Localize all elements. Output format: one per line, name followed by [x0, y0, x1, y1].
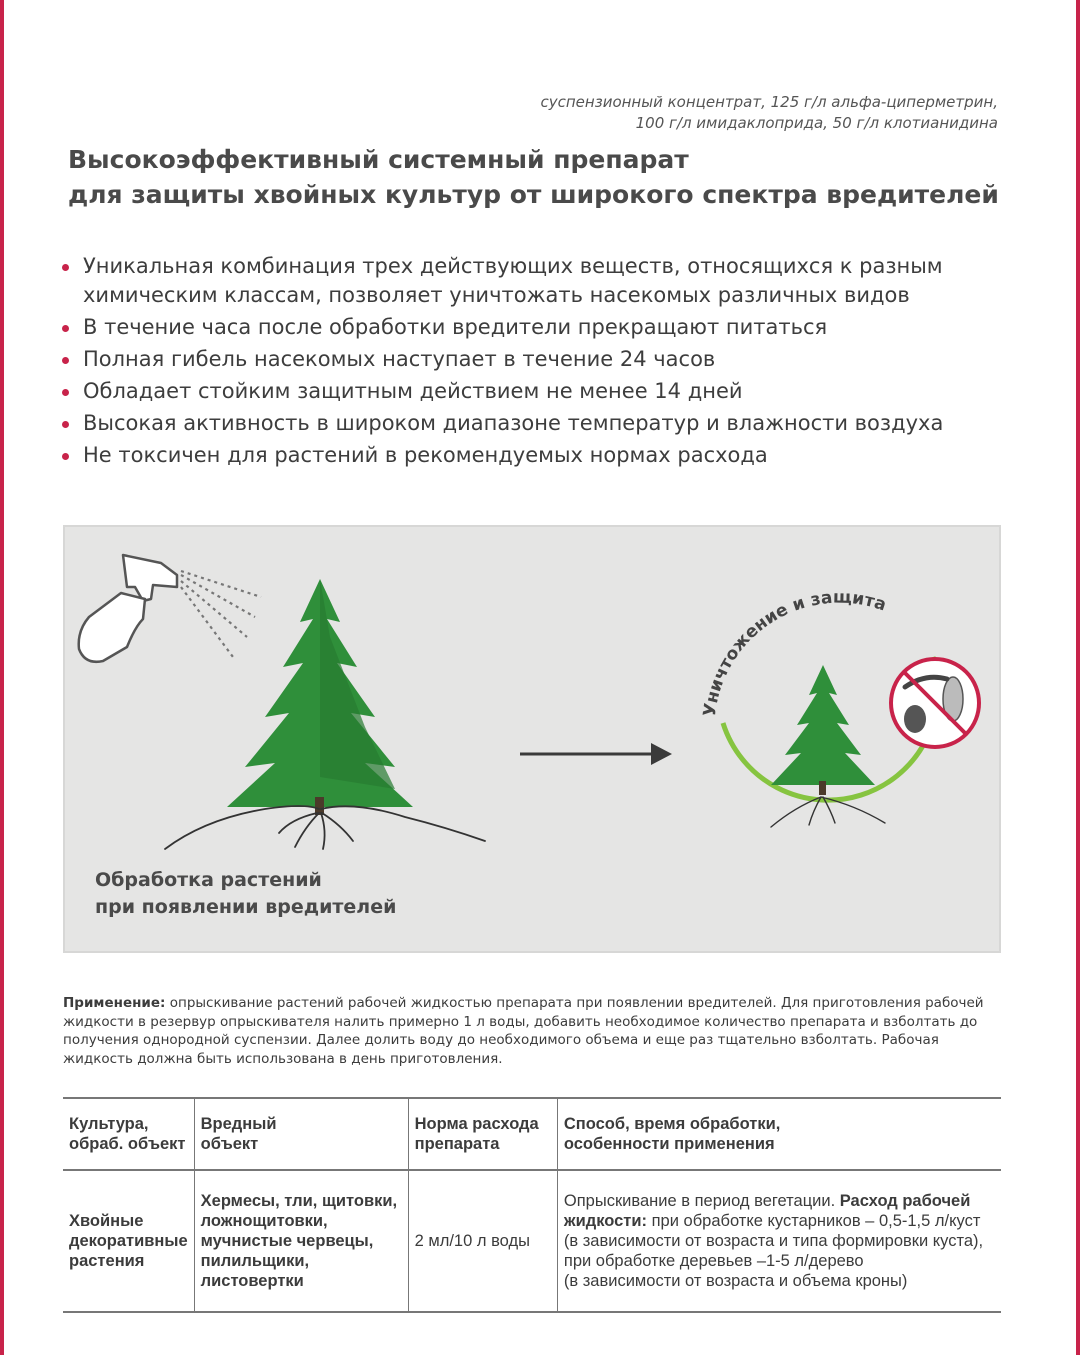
header-crop: Культура, обраб. объект [63, 1098, 194, 1170]
benefit-text: Уникальная комбинация трех действующих веществ, относящихся к разным [83, 254, 943, 278]
benefit-item [62, 377, 1022, 406]
benefit-text: Высокая активность в широком диапазоне температур и влажности воздуха [83, 411, 944, 435]
table-row [63, 1170, 1001, 1312]
bullet-dot-icon [62, 325, 69, 332]
page-headline [68, 142, 999, 212]
composition-line-1: суспензионный концентрат, 125 г/л альфа-циперметрин, [540, 93, 998, 111]
benefit-text-cont: химическим классам, позволяет уничтожать насекомых различных видов [83, 283, 910, 307]
cell-method: Опрыскивание в период вегетации. Расход рабочей жидкости: при обработке кустарников – 0,5-1,5 л/куст (в зависимости от возраста и типа формировки куста), при обработке деревьев –1-5 л/дерево (в зависимости от возраста и объема кроны) [557, 1170, 1001, 1312]
table-header-row [63, 1098, 1001, 1170]
header-rate: Норма расхода препарата [408, 1098, 557, 1170]
benefit-text: В течение часа после обработки вредители прекращают питаться [83, 315, 828, 339]
no-pests-icon [891, 659, 979, 747]
illustration-caption [95, 867, 396, 921]
benefit-item [62, 441, 1022, 470]
benefit-text: Полная гибель насекомых наступает в течение 24 часов [83, 347, 716, 371]
cell-crop: Хвойные декоративные растения [63, 1170, 194, 1312]
bullet-dot-icon [62, 389, 69, 396]
benefit-item [62, 409, 1022, 438]
benefits-list [62, 252, 1022, 473]
bullet-dot-icon [62, 264, 69, 271]
right-edge-stripe [1076, 0, 1080, 1355]
cell-rate: 2 мл/10 л воды [408, 1170, 557, 1312]
composition-line-2: 100 г/л имидаклоприда, 50 г/л клотианидина [635, 114, 998, 132]
arc-label-text: Уничтожение и защита [699, 587, 889, 718]
application-table [63, 1097, 1001, 1313]
bullet-dot-icon [62, 357, 69, 364]
bullet-dot-icon [62, 421, 69, 428]
benefit-text: Обладает стойким защитным действием не менее 14 дней [83, 379, 743, 403]
benefit-item [62, 252, 1022, 310]
header-method: Способ, время обработки, особенности применения [557, 1098, 1001, 1170]
cell-pests: Хермесы, тли, щитовки, ложнощитовки, мучнистые червецы, пилильщики, листовертки [194, 1170, 408, 1312]
arc-label [700, 588, 889, 718]
arrow-right-icon [520, 743, 672, 765]
bullet-dot-icon [62, 453, 69, 460]
benefit-text: Не токсичен для растений в рекомендуемых нормах расхода [83, 443, 768, 467]
usage-paragraph [63, 994, 988, 1068]
headline-line-1: Высокоэффективный системный препарат [68, 145, 689, 174]
caption-line-1: Обработка растений [95, 869, 322, 891]
fir-tree-icon [165, 579, 485, 849]
treatment-illustration [63, 525, 1001, 953]
composition-subtitle [541, 92, 999, 134]
benefit-item [62, 345, 1022, 374]
header-pest: Вредный объект [194, 1098, 408, 1170]
caption-line-2: при появлении вредителей [95, 896, 397, 918]
benefit-item [62, 313, 1022, 342]
headline-line-2: для защиты хвойных культур от широкого спектра вредителей [68, 180, 999, 209]
usage-label: Применение: [63, 995, 166, 1011]
left-edge-stripe [0, 0, 4, 1355]
spray-bottle-icon [79, 555, 261, 662]
usage-text: опрыскивание растений рабочей жидкостью препарата при появлении вредителей. Для приготовления рабочей жидкости в резервур опрыскивателя налить примерно 1 л воды, добавить необходимое количество препарата и взболтать до получения однородной суспензии. Далее долить воду до необходимого объема и еще раз тщательно взболтать. Рабочая жидкость должна быть использована в день приготовления. [63, 995, 984, 1067]
